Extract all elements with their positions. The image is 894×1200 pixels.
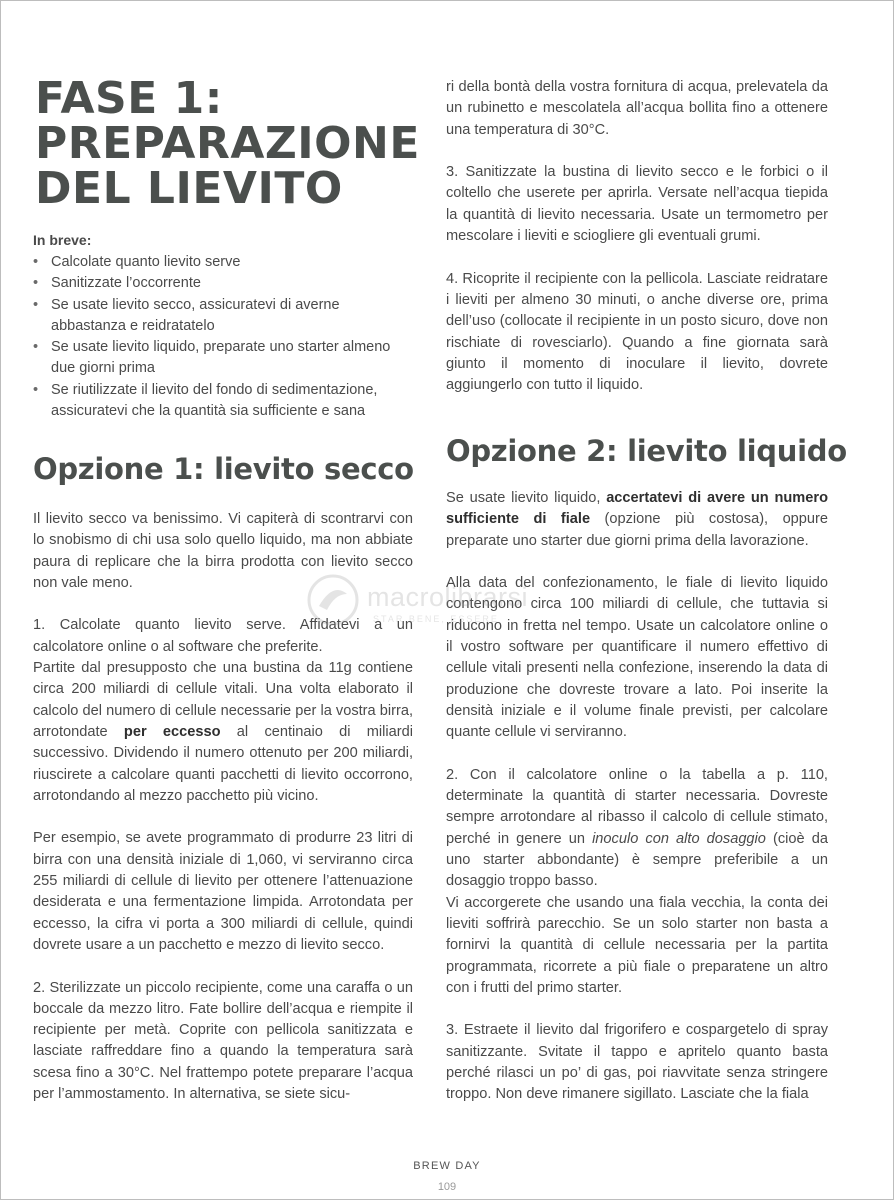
paragraph: ri della bontà della vostra fornitura di acqua, prelevatela da un rubinetto e mescolatela all’acqua bollita fino a ottenere una temperatura di 30°C. [446,79,828,138]
right-column-top [446,77,828,396]
running-footer: BREW DAY [413,1160,481,1172]
title-line-1: FASE 1: [35,73,223,124]
paragraph: 4. Ricoprite il recipiente con la pellicola. Lasciate reidratare i lieviti per almeno 30 minuti, o anche diverse ore, prima dell’uso (collocate il recipiente in un posto sicuro, dove non rischiate di rovesciarlo). Quando a fine giornata sarà giunto il momento di inoculare il lievito, dovrete aggiungerlo con tutto il liquido. [446,270,828,394]
page-title [35,73,420,214]
option-2-heading: Opzione 2: lievito liquido [446,434,847,468]
paragraph [33,615,413,658]
text-span: (cioè da uno starter abbondante) è sempre preferibile a un dosaggio troppo basso. [446,830,828,890]
italic-emphasis: inoculo con alto dosaggio [592,830,766,847]
title-line-2: PREPARAZIONE [35,118,420,169]
text-span: 2. Con il calcolatore online o la tabella a p. 110, determinate la quantità di starter necessaria. Dovreste sempre arrotondare al ribasso il calcolo di cellule stimato, perché in genere un [446,766,828,847]
paragraph [33,658,413,807]
page-number: 109 [437,1181,457,1193]
paragraph: Per esempio, se avete programmato di produrre 23 litri di birra con una densità iniziale di 1,060, vi serviranno circa 255 miliardi di cellule di lievito per ottenere l’attenuazione desiderata e una fermentazione limpida. Arrotondata per eccesso, la cifra vi porta a 300 miliardi di cellule, quindi dovrete usare a un pacchetto e mezzo di lievito secco. [33,830,413,953]
summary-label: In breve: [33,232,92,248]
text-span: Se usate lievito liquido, [446,490,607,506]
bold-emphasis: per eccesso [123,723,221,740]
summary-item: • Se riutilizzate il lievito del fondo di sedimentazione, assicuratevi che la quantità sia sufficiente e sana [33,380,413,423]
summary-item: • Se usate lievito secco, assicuratevi di averne abbastanza e reidratatelo [33,295,413,338]
text-span: Partite dal presupposto che una bustina da 11g contiene circa 200 miliardi di cellule vitali. Una volta elaborato il calcolo del numero di cellule necessarie per la vostra birra, arrotondate [33,660,413,740]
summary-item: • Calcolate quanto lievito serve [33,252,413,273]
watermark-subtext: STAR BENE, ESSERE [373,614,499,624]
paragraph: Il lievito secco va benissimo. Vi capiterà di scontrarvi con lo snobismo di chi usa solo quello liquido, ma non abbiate paura di replicare che la birra prodotta con lievito secco non vale meno. [33,511,413,591]
paragraph: 3. Estraete il lievito dal frigorifero e cospargetelo di spray sanitizzante. Svitate il tappo e apritelo quanto basta perché rilasci un po’ di gas, poi riavvitate senza stringere troppo. Non deve rimanere sigillato. Lasciate che la fiala [446,1022,828,1103]
watermark-text: macrolibrarsi [367,582,529,612]
summary-list [33,252,413,422]
text-span: (opzione più costosa), oppure preparate uno starter due giorni prima della lavorazione. [446,511,829,549]
summary-item: • Sanitizzate l’occorrente [33,273,413,294]
step-1-text: 1. Calcolate quanto lievito serve. Affidatevi a un calcolatore online o al software che preferite. [33,617,413,655]
summary-item: • Se usate lievito liquido, preparate uno starter almeno due giorni prima [33,337,413,380]
paragraph: Vi accorgerete che usando una fiala vecchia, la conta dei lieviti soffrirà parecchio. Se un solo starter non basta a fornirvi la quantità di cellule necessaria per la partita programmata, ricorrete a più fiale o preparatene un altro con i frutti del primo starter. [446,894,828,996]
paragraph: 2. Sterilizzate un piccolo recipiente, come una caraffa o un boccale da mezzo litro. Fate bollire dell’acqua e riempite il recipiente per metà. Coprite con pellicola sanitizzata e lasciate raffreddare fino a quando la temperatura sarà scesa fino a 30°C. Nel frattempo potete preparare l’acqua per l’ammostamento. In alternativa, se siete sicu- [33,979,413,1103]
text-span: al centinaio di miliardi successivo. Dividendo il numero ottenuto per 200 miliardi, riuscirete a calcolare quanti pacchetti di lievito occorrono, arrotondando al mezzo pacchetto più vicino. [33,723,413,804]
summary-box [33,230,413,422]
bold-emphasis: accertatevi di avere un numero sufficiente di fiale [446,490,828,528]
paragraph [446,488,828,552]
option-1-heading: Opzione 1: lievito secco [33,452,414,486]
title-line-3: DEL LIEVITO [35,163,343,214]
option-2-body [446,488,828,1106]
option-1-body [33,509,413,1105]
paragraph [446,765,828,893]
paragraph: 3. Sanitizzate la bustina di lievito secco e le forbici o il coltello che userete per aprirla. Versate nell’acqua tiepida la quantità di lievito necessaria. Usate un termometro per mescolare i lieviti e sciogliere gli eventuali grumi. [446,164,828,245]
paragraph: Alla data del confezionamento, le fiale di lievito liquido contengono circa 100 miliardi di cellule, che tuttavia si riducono in fretta nel tempo. Usate un calcolatore online o il vostro software per quantificare il numero effettivo di cellule vitali presenti nella confezione, inserendo la data di produzione che dovreste trovare a lato. Poi inserite la densità iniziale e il volume finale previsti, per calcolare quante cellule vi serviranno. [446,575,828,741]
